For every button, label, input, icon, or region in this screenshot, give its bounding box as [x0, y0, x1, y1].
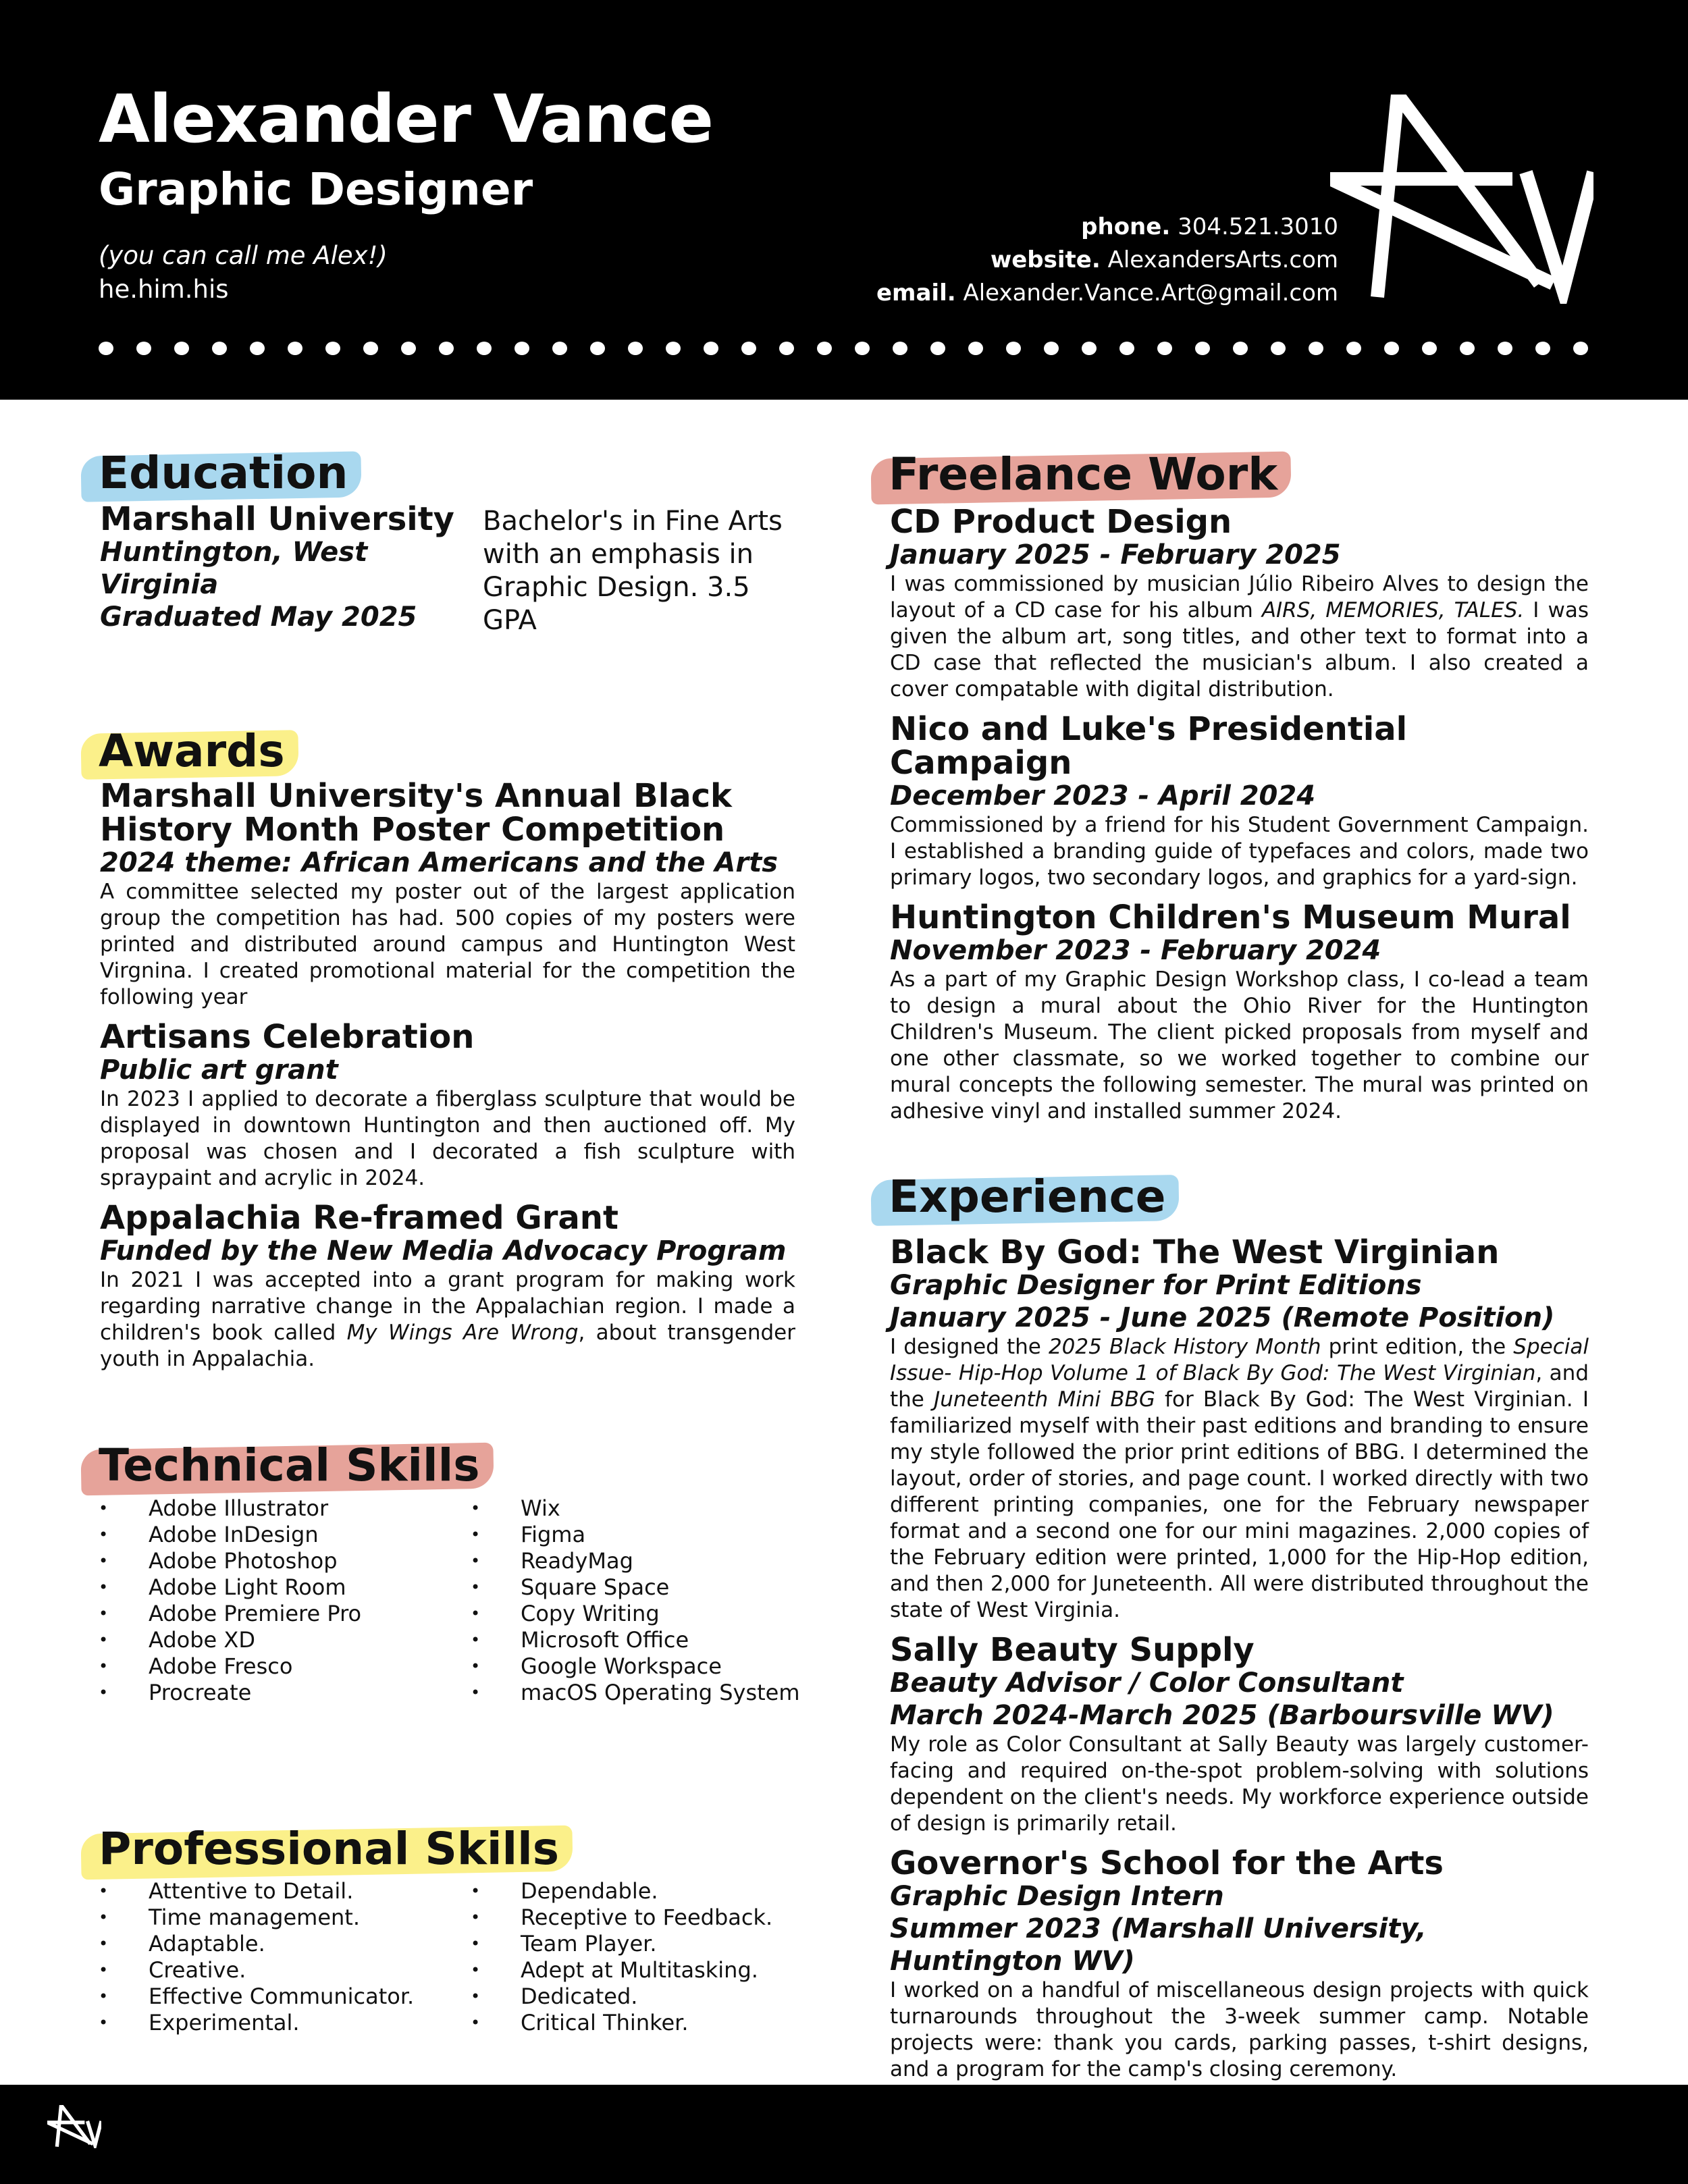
project-dates: January 2025 - February 2025: [890, 539, 1341, 570]
awards-list: [100, 779, 795, 1373]
section-heading-freelance: Freelance Work: [889, 452, 1277, 497]
contact-block: [876, 211, 1338, 310]
award-item: [100, 1201, 795, 1373]
av-star-logo-icon: [1330, 95, 1593, 304]
skill-item: • Microsoft Office: [471, 1627, 800, 1653]
skill-item: • Adobe Illustrator: [99, 1495, 361, 1522]
header-banner: [0, 0, 1688, 400]
technical-skills-col1: [99, 1495, 361, 1706]
job-role: Graphic Designer for Print Editions: [890, 1270, 1422, 1301]
experience-item: [890, 1633, 1589, 1837]
job-role: Graphic Design Intern: [890, 1881, 1224, 1912]
experience-item: [890, 1235, 1589, 1624]
freelance-item: [890, 712, 1589, 891]
name-title: Alexander Vance: [99, 81, 714, 158]
award-subtitle: 2024 theme: African Americans and the Arts: [100, 847, 779, 878]
job-role: Beauty Advisor / Color Consultant: [890, 1668, 1404, 1699]
project-title: CD Product Design: [890, 503, 1232, 541]
project-description: As a part of my Graphic Design Workshop class, I co-lead a team to design a mural about the Ohio River for the Huntington Children's Museum. The client picked proposals from myself and one other classmate, so we worked together to combine our mural concepts the following semester. The mural was printed on adhesive vinyl and installed summer 2024.: [890, 967, 1589, 1123]
project-description: I was commissioned by musician Júlio Ribeiro Alves to design the layout of a CD case for his album AIRS, MEMORIES, TALES. I was given the album art, song titles, and other text to format into a CD case that reflected the musician's album. I also created a cover compatable with digital distribution.: [890, 572, 1589, 701]
job-description: My role as Color Consultant at Sally Beauty was largely customer-facing and required on-the-spot problem-solving with solutions dependent on the client's needs. My workforce experience outside of design is primarily retail.: [890, 1732, 1589, 1836]
skill-item: • Receptive to Feedback.: [471, 1905, 772, 1931]
skill-item: • Adobe XD: [99, 1627, 361, 1653]
pronouns: he.him.his: [99, 275, 229, 304]
job-dates: March 2024-March 2025 (Barboursville WV): [890, 1700, 1554, 1731]
job-dates: Summer 2023 (Marshall University, Huntington WV): [890, 1913, 1427, 1977]
skill-item: • Adaptable.: [99, 1931, 414, 1957]
skill-item: • Critical Thinker.: [471, 2010, 772, 2036]
av-star-logo-small-icon: [47, 2105, 101, 2148]
skill-item: • Square Space: [471, 1574, 800, 1601]
section-heading-experience: Experience: [889, 1175, 1165, 1219]
project-title: Nico and Luke's Presidential Campaign: [890, 710, 1408, 782]
skill-item: • Adobe Fresco: [99, 1653, 361, 1680]
contact-email[interactable]: email. Alexander.Vance.Art@gmail.com: [876, 279, 1338, 307]
skill-item: • Google Workspace: [471, 1653, 800, 1680]
professional-skills-col1: [99, 1878, 414, 2036]
skill-item: • Attentive to Detail.: [99, 1878, 414, 1905]
degree-description: Bachelor's in Fine Arts with an emphasis in Graphic Design. 3.5 GPA: [483, 506, 783, 636]
skill-item: • Time management.: [99, 1905, 414, 1931]
contact-phone: phone. 304.521.3010: [1081, 213, 1338, 240]
freelance-list: [890, 505, 1589, 1125]
section-heading-education: Education: [99, 451, 348, 496]
section-heading-technical-skills: Technical Skills: [99, 1443, 480, 1488]
award-description: In 2023 I applied to decorate a fiberglass sculpture that would be displayed in downtown Huntington and then auctioned off. My proposal was chosen and I decorated a fish sculpture with spraypaint and acrylic in 2024.: [100, 1087, 795, 1190]
job-dates: January 2025 - June 2025 (Remote Position): [890, 1302, 1555, 1333]
employer-name: Black By God: The West Virginian: [890, 1233, 1500, 1271]
footer-bar: [0, 2085, 1688, 2184]
award-title: Artisans Celebration: [100, 1018, 475, 1056]
skill-item: • Adobe Light Room: [99, 1574, 361, 1601]
award-item: [100, 779, 795, 1011]
skill-item: • Team Player.: [471, 1931, 772, 1957]
award-item: [100, 1020, 795, 1192]
project-title: Huntington Children's Museum Mural: [890, 899, 1571, 936]
job-description: I worked on a handful of miscellaneous design projects with quick turnarounds throughout the 3-week summer camp. Notable projects were: thank you cards, parking passes, t-shirt designs, and a program for the camp's closing ceremony.: [890, 1978, 1589, 2081]
freelance-item: [890, 901, 1589, 1125]
award-title: Marshall University's Annual Black History Month Poster Competition: [100, 777, 732, 849]
graduation-date: Graduated May 2025: [100, 602, 417, 633]
award-description: A committee selected my poster out of the largest application group the competition has had. 500 copies of my posters were printed and distributed around campus and Huntington West Virgnina. I created promotional material for the competition the following year: [100, 880, 795, 1009]
section-heading-awards: Awards: [99, 729, 285, 774]
skill-item: • Adobe InDesign: [99, 1522, 361, 1548]
skill-item: • Creative.: [99, 1957, 414, 1983]
award-description: In 2021 I was accepted into a grant program for making work regarding narrative change in the Appalachian region. I made a children's book called My Wings Are Wrong, about transgender youth in Appalachia.: [100, 1268, 796, 1371]
nickname: (you can call me Alex!): [99, 241, 388, 270]
award-subtitle: Funded by the New Media Advocacy Program: [100, 1235, 787, 1267]
school-name: Marshall University: [100, 500, 454, 538]
employer-name: Sally Beauty Supply: [890, 1631, 1255, 1669]
skill-item: • Wix: [471, 1495, 800, 1522]
skill-item: • Dependable.: [471, 1878, 772, 1905]
experience-list: [890, 1235, 1589, 2083]
job-title: Graphic Designer: [99, 163, 533, 215]
skill-item: • Experimental.: [99, 2010, 414, 2036]
contact-website[interactable]: website. AlexandersArts.com: [990, 246, 1338, 273]
skill-item: • Adobe Premiere Pro: [99, 1601, 361, 1627]
project-dates: November 2023 - February 2024: [890, 935, 1381, 966]
school-location: Huntington, West Virginia: [100, 537, 368, 600]
skill-item: • Effective Communicator.: [99, 1983, 414, 2010]
job-description: I designed the 2025 Black History Month print edition, the Special Issue- Hip-Hop Volume 1 of Black By God: The West Virginian, and the Juneteenth Mini BBG for Black By God: The West Virginian. I familiarized myself with their past editions and branding to ensure my style followed the prior print editions of BBG. I determined the layout, order of stories, and page count. I worked directly with two different printing companies, one for the February newspaper format and a second one for our mini magazines. 2,000 copies of the February edition were printed, 1,000 for the Hip-Hop edition, and then 2,000 for Juneteenth. All were distributed throughout the state of West Virginia.: [890, 1335, 1589, 1622]
technical-skills-col2: [471, 1495, 800, 1706]
skill-item: • Procreate: [99, 1680, 361, 1706]
freelance-item: [890, 505, 1589, 703]
skill-item: • Adobe Photoshop: [99, 1548, 361, 1574]
skill-item: • Adept at Multitasking.: [471, 1957, 772, 1983]
section-heading-professional-skills: Professional Skills: [99, 1827, 559, 1871]
professional-skills-col2: [471, 1878, 772, 2036]
experience-item: [890, 1846, 1589, 2083]
skill-item: • ReadyMag: [471, 1548, 800, 1574]
skill-item: • Copy Writing: [471, 1601, 800, 1627]
education-entry: [100, 502, 465, 633]
dot-divider: [91, 335, 1597, 362]
skill-item: • Dedicated.: [471, 1983, 772, 2010]
project-description: Commissioned by a friend for his Student Government Campaign. I established a branding guide of typefaces and colors, made two primary logos, two secondary logos, and graphics for a yard-sign.: [890, 813, 1589, 890]
project-dates: December 2023 - April 2024: [890, 780, 1316, 811]
skill-item: • Figma: [471, 1522, 800, 1548]
award-subtitle: Public art grant: [100, 1055, 338, 1086]
employer-name: Governor's School for the Arts: [890, 1844, 1444, 1882]
skill-item: • macOS Operating System: [471, 1680, 800, 1706]
award-title: Appalachia Re-framed Grant: [100, 1199, 618, 1237]
